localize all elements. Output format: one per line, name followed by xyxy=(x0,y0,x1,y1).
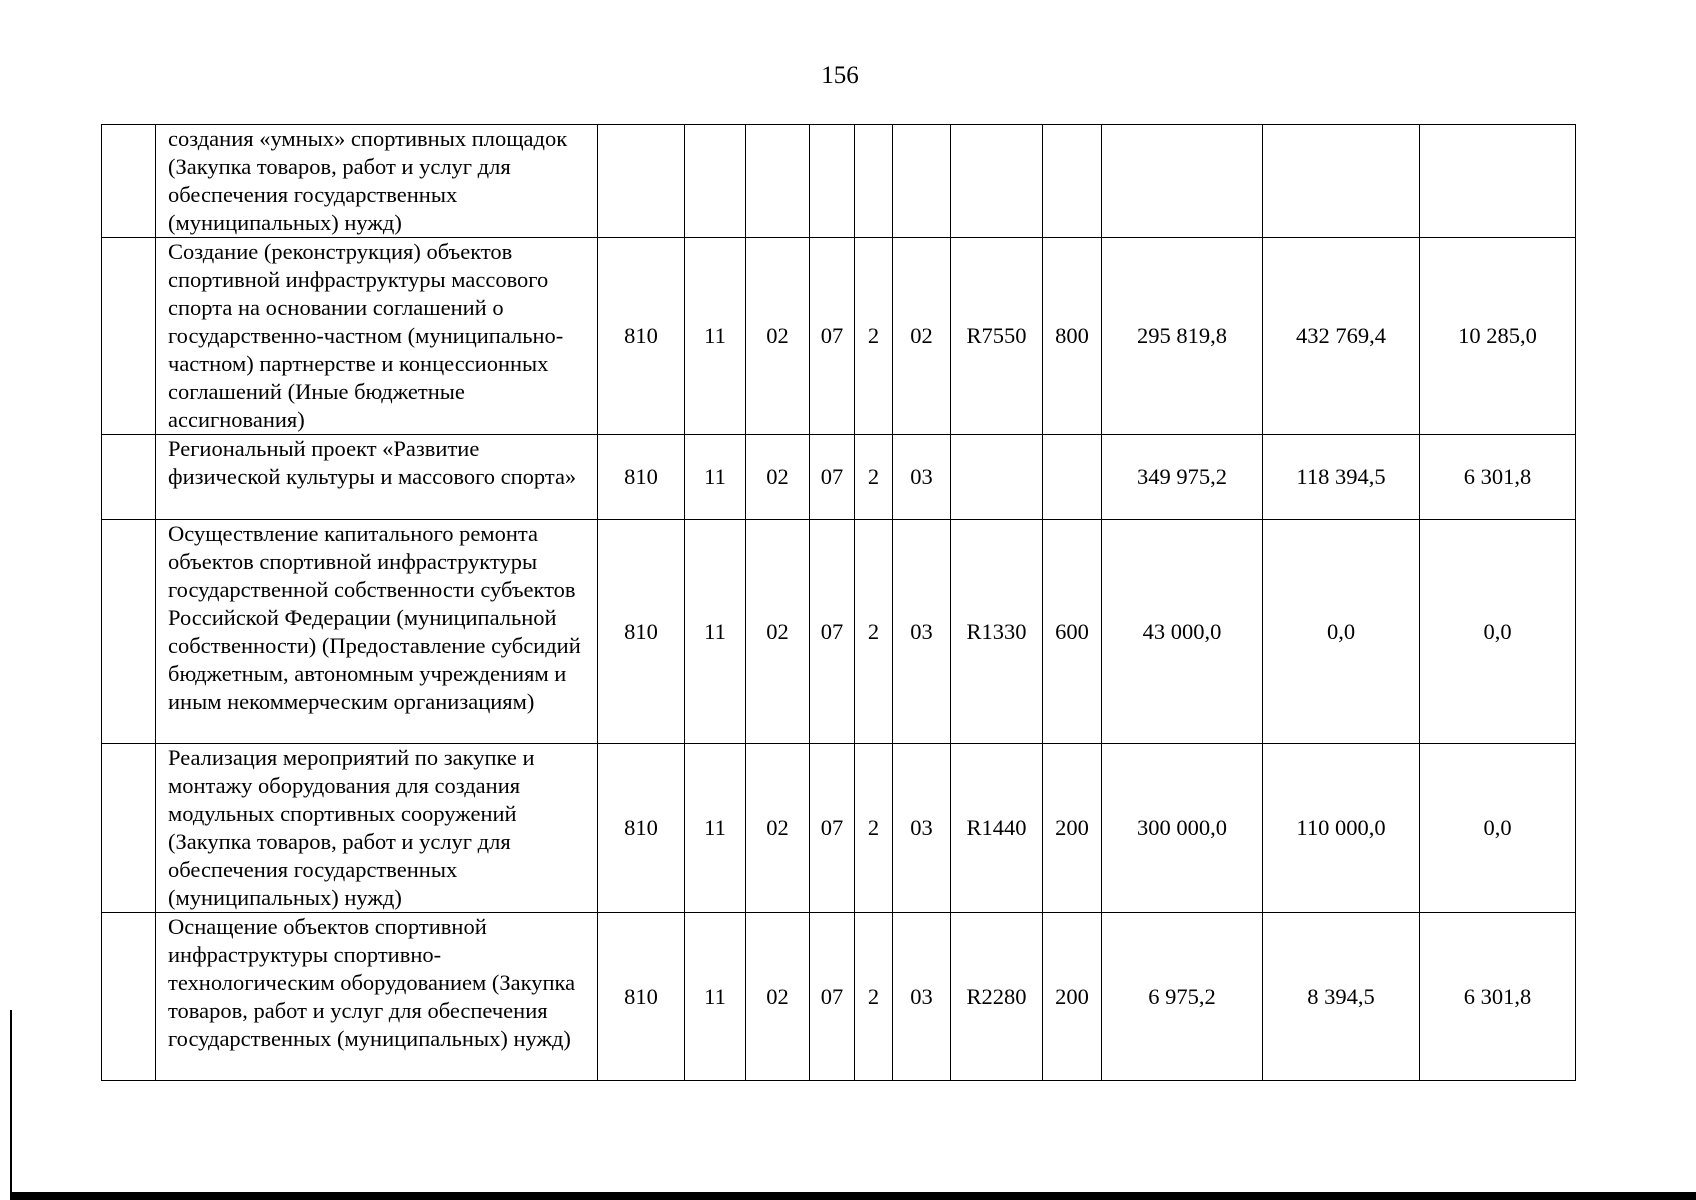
subsection-code-cell xyxy=(746,125,810,238)
admin-code-cell: 810 xyxy=(598,435,685,520)
direction-code-cell: R1330 xyxy=(951,520,1043,744)
description-cell: Осуществление капитального ремонта объектов спортивной инфраструктуры государственной собственности субъектов Российской Федерации (муниципальной собственности) (Предоставление субсидий бюджетным, автономным учреждениям и иным некоммерческим организациям) xyxy=(156,520,598,744)
expense-type-cell xyxy=(1043,435,1102,520)
amount-year2-cell: 432 769,4 xyxy=(1263,238,1420,435)
row-number-cell xyxy=(102,238,156,435)
row-number-cell xyxy=(102,744,156,913)
subsection-code-cell: 02 xyxy=(746,520,810,744)
admin-code-cell: 810 xyxy=(598,238,685,435)
subprogram-code-cell: 2 xyxy=(855,238,893,435)
description-cell: создания «умных» спортивных площадок (Закупка товаров, работ и услуг для обеспечения государственных (муниципальных) нужд) xyxy=(156,125,598,238)
amount-year1-cell xyxy=(1102,125,1263,238)
amount-year3-cell xyxy=(1420,125,1576,238)
section-code-cell: 11 xyxy=(685,520,746,744)
direction-code-cell: R1440 xyxy=(951,744,1043,913)
description-cell: Региональный проект «Развитие физической культуры и массового спорта» xyxy=(156,435,598,520)
amount-year3-cell: 6 301,8 xyxy=(1420,435,1576,520)
amount-year1-cell: 349 975,2 xyxy=(1102,435,1263,520)
section-code-cell: 11 xyxy=(685,435,746,520)
scan-border-left xyxy=(10,1010,12,1200)
table-row xyxy=(102,744,1576,913)
expense-type-cell: 600 xyxy=(1043,520,1102,744)
amount-year2-cell: 118 394,5 xyxy=(1263,435,1420,520)
page-number: 156 xyxy=(821,62,859,89)
amount-year2-cell: 110 000,0 xyxy=(1263,744,1420,913)
expense-type-cell: 800 xyxy=(1043,238,1102,435)
direction-code-cell xyxy=(951,435,1043,520)
direction-code-cell: R2280 xyxy=(951,913,1043,1081)
amount-year2-cell: 0,0 xyxy=(1263,520,1420,744)
admin-code-cell: 810 xyxy=(598,520,685,744)
amount-year2-cell xyxy=(1263,125,1420,238)
table-row xyxy=(102,125,1576,238)
table-row xyxy=(102,913,1576,1081)
description-cell: Реализация мероприятий по закупке и монтажу оборудования для создания модульных спортивных сооружений (Закупка товаров, работ и услуг для обеспечения государственных (муниципальных) нужд) xyxy=(156,744,598,913)
project-code-cell: 02 xyxy=(893,238,951,435)
expense-type-cell: 200 xyxy=(1043,913,1102,1081)
subprogram-code-cell: 2 xyxy=(855,520,893,744)
admin-code-cell xyxy=(598,125,685,238)
row-number-cell xyxy=(102,125,156,238)
budget-table xyxy=(101,124,1576,1081)
direction-code-cell xyxy=(951,125,1043,238)
expense-type-cell xyxy=(1043,125,1102,238)
project-code-cell: 03 xyxy=(893,520,951,744)
amount-year3-cell: 6 301,8 xyxy=(1420,913,1576,1081)
row-number-cell xyxy=(102,913,156,1081)
amount-year2-cell: 8 394,5 xyxy=(1263,913,1420,1081)
description-cell: Оснащение объектов спортивной инфраструктуры спортивно-технологическим оборудованием (Закупка товаров, работ и услуг для обеспечения государственных (муниципальных) нужд) xyxy=(156,913,598,1081)
program-code-cell: 07 xyxy=(810,744,855,913)
amount-year3-cell: 10 285,0 xyxy=(1420,238,1576,435)
section-code-cell: 11 xyxy=(685,913,746,1081)
subprogram-code-cell: 2 xyxy=(855,435,893,520)
project-code-cell: 03 xyxy=(893,435,951,520)
scan-border-bottom xyxy=(10,1192,1696,1200)
program-code-cell: 07 xyxy=(810,435,855,520)
expense-type-cell: 200 xyxy=(1043,744,1102,913)
project-code-cell: 03 xyxy=(893,913,951,1081)
description-cell: Создание (реконструкция) объектов спортивной инфраструктуры массового спорта на основании соглашений о государственно-частном (муниципально-частном) партнерстве и концессионных соглашений (Иные бюджетные ассигнования) xyxy=(156,238,598,435)
table-row xyxy=(102,435,1576,520)
amount-year1-cell: 6 975,2 xyxy=(1102,913,1263,1081)
amount-year1-cell: 300 000,0 xyxy=(1102,744,1263,913)
project-code-cell: 03 xyxy=(893,744,951,913)
subprogram-code-cell: 2 xyxy=(855,913,893,1081)
admin-code-cell: 810 xyxy=(598,744,685,913)
amount-year1-cell: 43 000,0 xyxy=(1102,520,1263,744)
program-code-cell: 07 xyxy=(810,913,855,1081)
subsection-code-cell: 02 xyxy=(746,913,810,1081)
program-code-cell xyxy=(810,125,855,238)
subsection-code-cell: 02 xyxy=(746,238,810,435)
program-code-cell: 07 xyxy=(810,520,855,744)
section-code-cell: 11 xyxy=(685,744,746,913)
row-number-cell xyxy=(102,435,156,520)
section-code-cell xyxy=(685,125,746,238)
subprogram-code-cell: 2 xyxy=(855,744,893,913)
subsection-code-cell: 02 xyxy=(746,435,810,520)
table-row xyxy=(102,520,1576,744)
section-code-cell: 11 xyxy=(685,238,746,435)
admin-code-cell: 810 xyxy=(598,913,685,1081)
row-number-cell xyxy=(102,520,156,744)
table-row xyxy=(102,238,1576,435)
amount-year1-cell: 295 819,8 xyxy=(1102,238,1263,435)
program-code-cell: 07 xyxy=(810,238,855,435)
subprogram-code-cell xyxy=(855,125,893,238)
amount-year3-cell: 0,0 xyxy=(1420,744,1576,913)
direction-code-cell: R7550 xyxy=(951,238,1043,435)
amount-year3-cell: 0,0 xyxy=(1420,520,1576,744)
project-code-cell xyxy=(893,125,951,238)
subsection-code-cell: 02 xyxy=(746,744,810,913)
